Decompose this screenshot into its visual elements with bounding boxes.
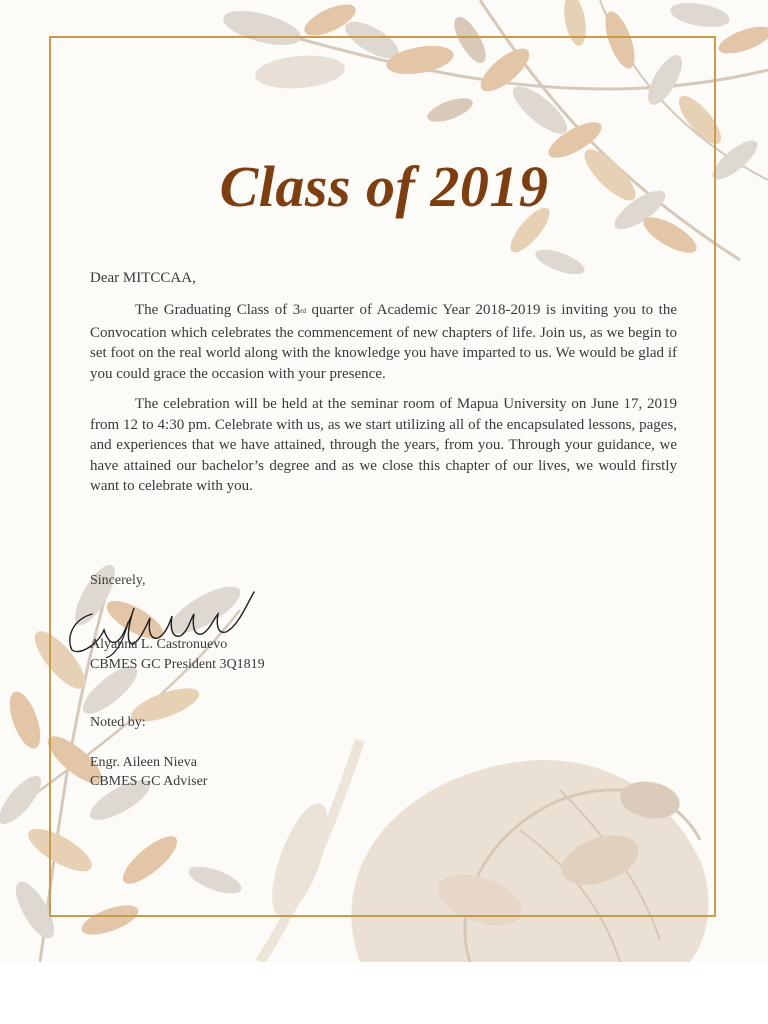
paragraph-invitation-rest: quarter of Academic Year 2018-2019 is inviting you to the Convocation which celebrates the commencement of new chapters of life. Join us, as we begin to set foot on the real world along with the knowledge you have imparted to us. We would be glad if you could grace the occasion with your presence. (90, 302, 677, 382)
ordinal-suffix: rd (300, 307, 307, 315)
paragraph-celebration: The celebration will be held at the seminar room of Mapua University on June 17, 2019 from 12 to 4:30 pm. Celebrate with us, as we start utilizing all of the encapsulated lessons, pages, and experiences that we have attained, through the years, from you. Through your guidance, we have attained our bachelor’s degree and as we close this chapter of our lives, we would firstly want to celebrate with you. (90, 396, 677, 495)
paragraph-invitation (90, 300, 677, 384)
paragraph-invitation-start: The Graduating Class of 3 (135, 302, 301, 318)
signer-name: Alyanna L. Castronuevo (90, 637, 228, 652)
noted-by-label: Noted by: (90, 715, 146, 730)
signer-title: CBMES GC President 3Q1819 (90, 657, 265, 672)
adviser-title: CBMES GC Adviser (90, 774, 208, 789)
greeting: Dear MITCCAA, (90, 270, 196, 286)
adviser-name: Engr. Aileen Nieva (90, 755, 197, 770)
closing: Sincerely, (90, 573, 146, 588)
letter-title: Class of 2019 (219, 154, 549, 219)
